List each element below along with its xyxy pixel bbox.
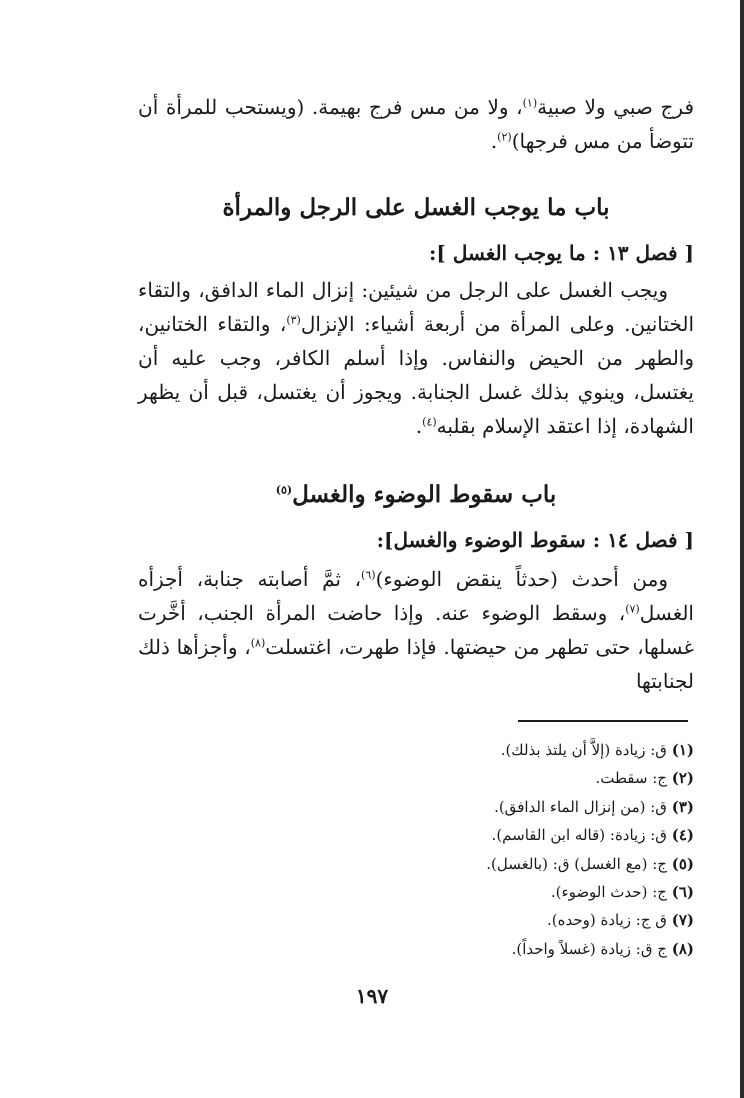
footnote-text: ق: (من إنزال الماء الدافق). <box>494 797 667 816</box>
footnote-number: (٨) <box>671 939 694 958</box>
intro-paragraph <box>138 90 694 158</box>
section-1-text-c: . <box>415 414 423 438</box>
section-2-text-b: ، ثمَّ أصابته جنابة، أجزأه الغسل <box>138 567 694 625</box>
fasl-13-heading: [ فصل ١٣ : ما يوجب الغسل ]: <box>429 241 694 265</box>
footnote-item <box>138 736 694 764</box>
intro-text-2: ، ولا من مس فرج بهيمة. (ويستحب للمرأة أن تتوضأ من مس فرجها) <box>138 95 694 153</box>
footnotes <box>138 736 694 963</box>
fasl-14-heading: [ فصل ١٤ : سقوط الوضوء والغسل]: <box>376 528 694 552</box>
footnote-number: (٥) <box>671 854 694 873</box>
footnote-item <box>138 935 694 963</box>
section-2-text-d: ، وأجزأها ذلك لجنابتها <box>138 635 694 693</box>
footnote-text: ق: زيادة (إلاَّ أن يلتذ بذلك). <box>500 741 667 759</box>
footnote-ref-4[interactable]: (٤) <box>422 415 437 429</box>
footnote-item <box>138 821 694 849</box>
page-number: ١٩٧ <box>355 984 389 1008</box>
footnote-ref-3[interactable]: (٣) <box>286 313 301 327</box>
section-1-paragraph <box>138 273 694 443</box>
footnote-ref-6[interactable]: (٦) <box>361 568 376 582</box>
footnote-number: (٢) <box>671 769 694 788</box>
section-heading-ghusl: باب ما يوجب الغسل على الرجل والمرأة <box>222 194 610 221</box>
footnote-item <box>138 906 694 934</box>
footnote-number: (٦) <box>671 883 694 902</box>
section-1-text-a: ويجب الغسل على الرجل من شيئين: إنزال الماء الدافق، والتقاء الختانين. وعلى المرأة من أربعة أشياء: الإنزال <box>138 278 694 336</box>
footnote-text: ج: (مع الغسل) ق: (بالغسل). <box>486 854 667 873</box>
page-edge-shadow <box>740 0 744 1098</box>
intro-text-1: فرج صبي ولا صبية <box>537 95 695 119</box>
footnote-number: (٧) <box>671 911 694 930</box>
footnote-ref-8[interactable]: (٨) <box>250 636 266 650</box>
footnote-number: (١) <box>671 741 694 759</box>
section-2-text-a: ومن أحدث (حدثاً ينقض الوضوء) <box>375 567 668 591</box>
footnote-item <box>138 764 694 792</box>
section-1-text-b: ، والتقاء الختانين، والطهر من الحيض والنفاس. وإذا أسلم الكافر، وجب عليه أن يغتسل، وينوي بذلك غسل الجنابة. ويجوز أن يغتسل، قبل أن يظهر الشهادة، إذا اعتقد الإسلام بقلبه <box>138 312 694 438</box>
footnote-text: ج: سقطت. <box>595 769 667 788</box>
footnote-text: ق ج: زيادة (وحده). <box>547 911 667 930</box>
section-2-text-c: ، وسقط الوضوء عنه. وإذا حاضت المرأة الجنب، أخَّرت غسلها، حتى تطهر من حيضتها. فإذا طهرت، اغتسلت <box>138 601 694 659</box>
footnote-text: ق: زيادة: (قاله ابن القاسم). <box>491 826 667 845</box>
page-body <box>138 78 694 698</box>
footnote-item <box>138 850 694 878</box>
section-2-heading-text: باب سقوط الوضوء والغسل <box>292 481 557 508</box>
footnote-text: ج: (حدث الوضوء). <box>550 883 667 902</box>
section-2-paragraph <box>138 562 694 698</box>
section-heading-suqut <box>138 481 694 508</box>
footnote-ref-7[interactable]: (٧) <box>625 602 640 616</box>
footnote-item <box>138 878 694 906</box>
footnote-ref-5[interactable]: (٥) <box>275 483 293 497</box>
footnote-number: (٣) <box>671 797 694 816</box>
footnote-ref-1[interactable]: (١) <box>522 96 538 110</box>
footnote-separator <box>518 720 688 722</box>
footnote-ref-2[interactable]: (٢) <box>497 130 512 144</box>
footnote-item <box>138 793 694 821</box>
footnote-number: (٤) <box>671 826 694 845</box>
intro-text-3: . <box>490 129 498 153</box>
footnote-text: ج ق: زيادة (غسلاً واحداً). <box>511 939 667 958</box>
